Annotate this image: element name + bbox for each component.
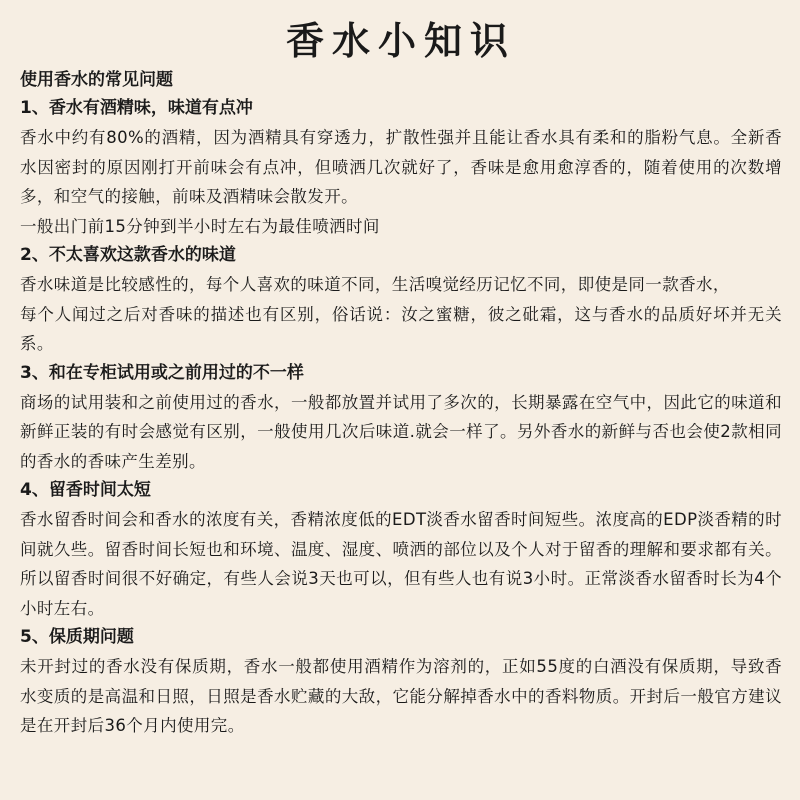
- intro-heading: 使用香水的常见问题: [20, 70, 173, 90]
- page-title: 香水小知识: [285, 19, 516, 63]
- section-paragraph: 未开封过的香水没有保质期，香水一般都使用酒精作为溶剂的，正如55度的白酒没有保质期，导致香水变质的是高温和日照，日照是香水贮藏的大敌，它能分解掉香水中的香料物质。开封后一般官方建议是在开封后36个月内使用完。: [20, 657, 782, 735]
- section-2: [20, 241, 782, 359]
- section-paragraph: 香水中约有80%的酒精，因为酒精具有穿透力，扩散性强并且能让香水具有柔和的脂粉气息。全新香水因密封的原因刚打开前味会有点冲，但喷洒几次就好了，香味是愈用愈淳香的，随着使用的次数增多，和空气的接触，前味及酒精味会散发开。: [20, 128, 782, 206]
- section-4: [20, 476, 782, 623]
- section-heading: 5、保质期问题: [20, 627, 134, 647]
- section-paragraph: 每个人闻过之后对香味的描述也有区别，俗话说：汝之蜜糖，彼之砒霜，这与香水的品质好坏并无关系。: [20, 304, 782, 353]
- section-3: [20, 359, 782, 477]
- section-heading: 2、不太喜欢这款香水的味道: [20, 245, 236, 265]
- section-paragraph: 香水留香时间会和香水的浓度有关，香精浓度低的EDT淡香水留香时间短些。浓度高的EDP淡香精的时间就久些。留香时间长短也和环境、温度、湿度、喷洒的部位以及个人对于留香的理解和要求都有关。所以留香时间很不好确定，有些人会说3天也可以，但有些人也有说3小时。正常淡香水留香时长为4个小时左右。: [20, 510, 782, 618]
- section-heading: 4、留香时间太短: [20, 480, 151, 500]
- section-paragraph: 一般出门前15分钟到半小时左右为最佳喷洒时间: [20, 216, 380, 236]
- section-1: [20, 94, 782, 241]
- section-paragraph: 商场的试用装和之前使用过的香水，一般都放置并试用了多次的，长期暴露在空气中，因此它的味道和新鲜正装的有时会感觉有区别，一般使用几次后味道.就会一样了。另外香水的新鲜与否也会使2款相同的香水的香味产生差别。: [20, 392, 782, 471]
- section-5: [20, 623, 782, 741]
- section-paragraph: 香水味道是比较感性的，每个人喜欢的味道不同，生活嗅觉经历记忆不同，即使是同一款香水，: [20, 275, 730, 294]
- section-heading: 3、和在专柜试用或之前用过的不一样: [20, 362, 304, 383]
- section-heading: 1、香水有酒精味，味道有点冲: [20, 98, 253, 118]
